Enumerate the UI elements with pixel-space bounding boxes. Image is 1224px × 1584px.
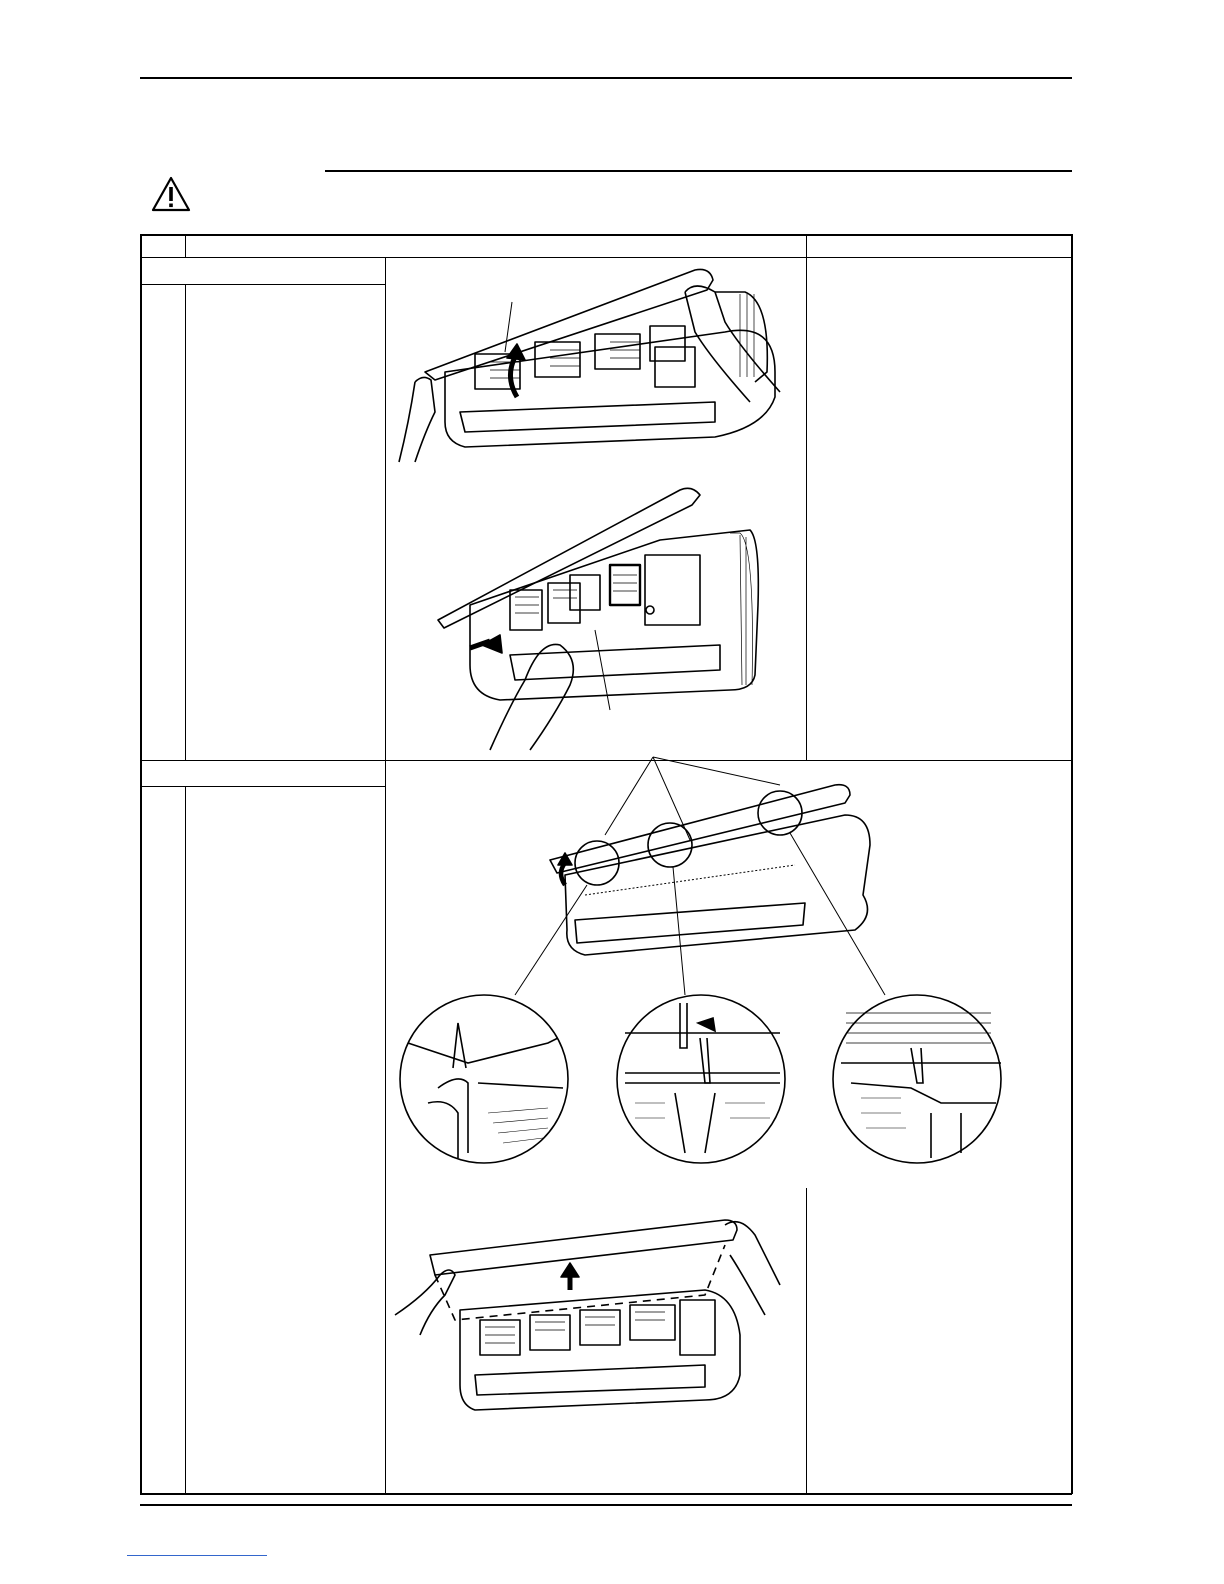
header-rule: [140, 77, 1072, 79]
table-header-bottom: [140, 257, 1072, 258]
footer-link-underline[interactable]: [127, 1555, 267, 1556]
hinge-close-up-center: [615, 993, 787, 1165]
step-number-2: [145, 792, 181, 812]
table-border-right: [1071, 234, 1073, 1494]
front-panel-open-illustration: [395, 262, 795, 462]
procedure-text-1: [190, 290, 380, 310]
footer-rule: [140, 1504, 1072, 1506]
table-header-divider-1: [185, 234, 186, 257]
table-column-remarks-divider: [806, 234, 807, 761]
section2-label-bottom: [140, 786, 385, 787]
section1-label-bottom: [140, 284, 385, 285]
section2-remarks-divider: [806, 1188, 807, 1494]
section-title-rule: [325, 170, 1072, 172]
step-number-1: [145, 290, 181, 310]
table-border-bottom: [140, 1493, 1072, 1495]
warning-triangle-icon: [151, 176, 191, 212]
procedure-text-2: [190, 792, 380, 812]
hinge-close-up-left: [398, 993, 570, 1165]
procedure-column-divider: [385, 257, 386, 1494]
section2-step-divider: [185, 786, 186, 1494]
front-panel-lift-illustration: [395, 1215, 795, 1415]
table-border-top: [140, 234, 1072, 236]
air-filter-removal-illustration: [430, 485, 770, 750]
hinge-close-up-right: [831, 993, 1003, 1165]
section1-step-divider: [185, 284, 186, 760]
table-border-left: [140, 234, 142, 1494]
remarks-2: [812, 1195, 1062, 1215]
remarks-1: [812, 265, 1062, 285]
panel-hinge-detail-illustration: [545, 755, 890, 980]
